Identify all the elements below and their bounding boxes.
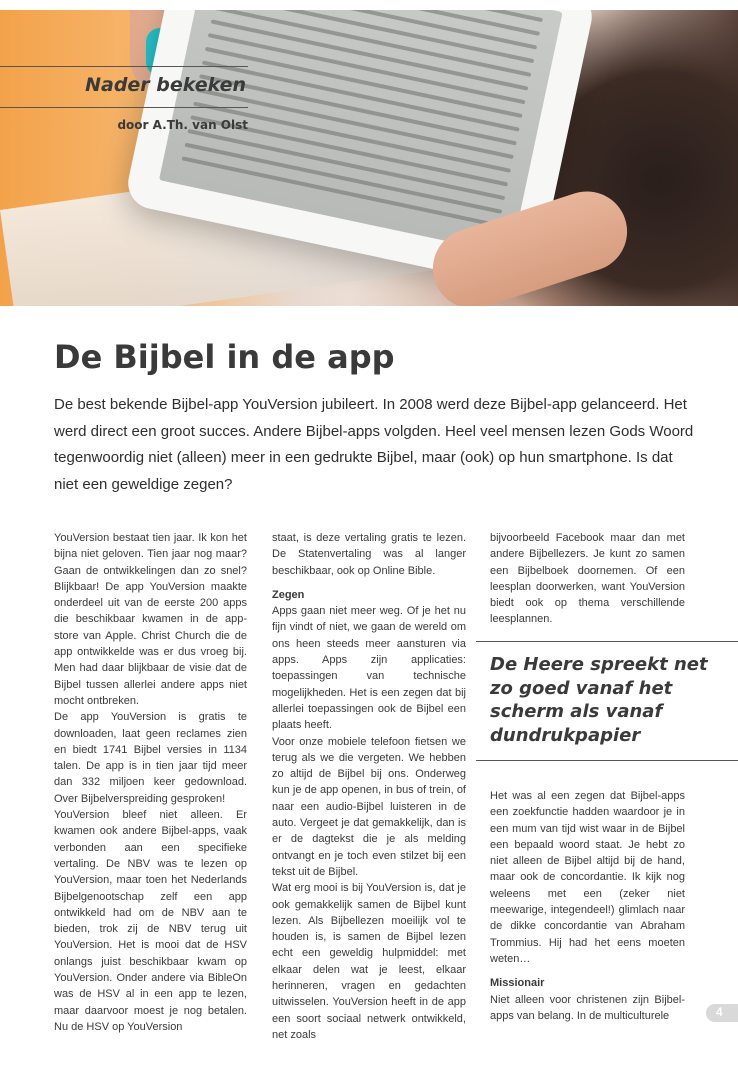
article-intro: De best bekende Bijbel-app YouVersion jubileert. In 2008 werd deze Bijbel-app gelanceerd. Het werd direct een groot succes. Andere Bijbel-apps volgden. Heel veel mensen lezen Gods Woord tegenwoordig niet (alleen) meer in een gedrukte Bijbel, maar (ook) op hun smartphone. Is dat niet een geweldige zegen? bbox=[54, 396, 694, 493]
text-column-3-bottom bbox=[490, 788, 685, 1024]
column-label: Nader bekeken bbox=[85, 74, 246, 96]
text-column-2 bbox=[272, 530, 466, 1043]
section-heading-zegen: Zegen bbox=[272, 588, 305, 601]
paragraph: staat, is deze vertaling gratis te lezen. De Statenvertaling was al langer beschikbaar, ook op Online Bible. bbox=[272, 532, 466, 577]
column-label-box bbox=[0, 66, 248, 108]
page-number: 4 bbox=[716, 1005, 723, 1019]
paragraph: Het was al een zegen dat Bijbel-apps een zoekfunctie hadden waardoor je in een mum van tijd wist waar in de Bijbel een bepaald woord staat. Je hebt zo niet alleen de Bijbel altijd bij de hand, maar ook de concordantie. Ik kijk nog weleens met een (zeker niet meewarige, integendeel!) glimlach naar de dikke concordantie van Abraham Trommius. Hij had het eens moeten weten… bbox=[490, 790, 685, 965]
page-number-tab bbox=[706, 1004, 738, 1022]
paragraph: De app YouVersion is gratis te downloaden, laat geen reclames zien en biedt 1741 Bijbel versies in 1134 talen. De app is in tien jaar tijd meer dan 332 miljoen keer gedownload. Over Bijbelverspreiding gesproken! bbox=[54, 711, 247, 805]
hero-photo bbox=[0, 10, 738, 306]
paragraph: YouVersion bestaat tien jaar. Ik kon het bijna niet geloven. Tien jaar nog maar? Gaan de ontwikkelingen dan zo snel? Blijkbaar! De app YouVersion maakte onderdeel uit van de eerste 200 apps die beschikbaar kwamen in de app-store van Apple. Christ Church die de app ontwikkelde was er dus vroeg bij. Men had daar blijkbaar de visie dat de Bijbel tussen allerlei andere apps niet mocht ontbreken. bbox=[54, 532, 247, 707]
paragraph: bijvoorbeeld Facebook maar dan met andere Bijbellezers. Je kunt zo samen een Bijbelboek doornemen. Of een leesplan doorwerken, want YouVersion biedt ook op thema verschillende leesplannen. bbox=[490, 532, 685, 626]
paragraph: Apps gaan niet meer weg. Of je het nu fijn vindt of niet, we gaan de wereld om ons heen steeds meer aansturen via apps. Apps zijn applicaties: toepassingen van technische mogelijkheden. Het is een zegen dat bij allerlei toepassingen ook de Bijbel een plaats heeft. bbox=[272, 605, 466, 732]
paragraph: Voor onze mobiele telefoon fietsen we terug als we die vergeten. We hebben zo altijd de Bijbel bij ons. Onderweg kun je de app openen, in bus of trein, of naar een audio-Bijbel luisteren in de auto. Vergeet je dat gemakkelijk, dan is er de dagtekst die je als melding ontvangt en je toch even stilzet bij een tekst uit de Bijbel. bbox=[272, 735, 466, 878]
pull-quote: De Heere spreekt net zo goed vanaf het scherm als vanaf dundrukpapier bbox=[490, 654, 708, 746]
paragraph: Wat erg mooi is bij YouVersion is, dat je ook gemakkelijk samen de Bijbel kunt lezen. Als Bijbellezen moeilijk vol te houden is, is samen de Bijbel lezen echt een geweldig hulpmiddel: met elkaar delen wat je leest, elkaar herinneren, vragen en gedachten uitwisselen. YouVersion heeft in de app een soort sociaal netwerk ontwikkeld, net zoals bbox=[272, 882, 466, 1041]
paragraph: YouVersion bleef niet alleen. Er kwamen ook andere Bijbel-apps, vaak verbonden aan een specifieke vertaling. De NBV was te lezen op YouVersion, maar toen het Nederlands Bijbelgenootschap zelf een app ontwikkeld had om de NBV aan te bieden, trok zij de NBV terug uit YouVersion. Het is mooi dat de HSV onlangs juist beschikbaar kwam op YouVersion. Onder andere via BibleOn was de HSV al in een app te lezen, maar daarvoor moest je nog betalen. Nu de HSV op YouVersion bbox=[54, 809, 247, 1033]
paragraph: Niet alleen voor christenen zijn Bijbel-apps van belang. In de multiculturele bbox=[490, 993, 685, 1022]
pull-quote-box bbox=[476, 641, 738, 761]
byline: door A.Th. van Olst bbox=[117, 118, 248, 132]
text-column-3-top bbox=[490, 530, 685, 628]
section-heading-missionair: Missionair bbox=[490, 977, 545, 990]
text-column-1 bbox=[54, 530, 247, 1035]
article-title: De Bijbel in de app bbox=[54, 338, 395, 376]
